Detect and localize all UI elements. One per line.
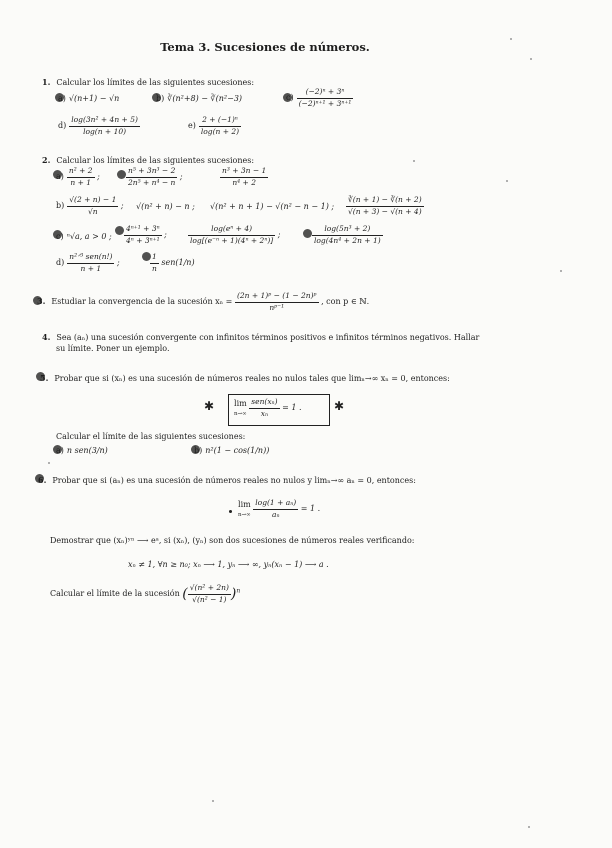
problem-2c-1: c) ⁿ√a, a > 0 ; [56, 232, 112, 241]
problem-2a-1: a) $\frac{\text{n² + 2}}{n + 1}$ ; [56, 166, 100, 187]
page-title: Tema 3. Sucesiones de números. [160, 40, 370, 54]
problem-2b-1: b) $\frac{√(2 + n) - 1}{√n}$ ; [56, 195, 124, 216]
pen-mark [115, 226, 124, 235]
scan-speck [413, 160, 415, 162]
problem-6-demo: Demostrar que (xₙ)ʸⁿ ⟶ eᵃ, si (xₙ), (yₙ) son dos sucesiones de números reales verificando: [50, 536, 415, 545]
problem-5a: a) n sen(3/n) [56, 446, 108, 455]
problem-2d-2: $\frac{1}{n}$ sen(1/n) [152, 252, 195, 273]
star-mark-icon: ✱ [204, 399, 215, 413]
problem-2a-2: $\frac{\text{n⁵ + 3n³ − 2}}{\text{2n⁵ + n⁴ − n}}$ ; [128, 166, 183, 187]
scan-speck [528, 826, 530, 828]
scan-speck [506, 180, 508, 182]
problem-2c-3: $\frac{\text{log(eⁿ + 4)}}{\text{log[(e⁻ⁿ + 1)(4ⁿ + 2ⁿ)]}}$ ; [190, 224, 281, 245]
problem-2c-2: $\frac{\text{4ⁿ⁺¹ + 3ⁿ}}{\text{4ⁿ + 3ⁿ⁺¹}}$ ; [126, 224, 167, 245]
problem-5b: b) n²(1 − cos(1/n)) [194, 446, 270, 455]
pen-dot [229, 510, 232, 513]
star-mark-icon: ✱ [334, 399, 345, 413]
problem-1a: a) √(n+1) − √n [58, 94, 120, 103]
problem-1c: c) $\frac{\text{(−2)ⁿ + 3ⁿ}}{\text{(−2)ⁿ⁺¹ + 3ⁿ⁺¹}}$ [286, 87, 352, 108]
problem-1d: d) $\frac{\text{log(3n² + 4n + 5)}}{\log(n + 10)}$ [58, 115, 138, 136]
problem-5-limit: lim n→∞ $\frac{\text{sen(xₙ)}}{\text{xₙ}}$ = 1 . [234, 397, 302, 418]
problem-4-line-1: 4. Sea (aₙ) una sucesión convergente con infinitos términos positivos e infinitos términos negativos. Hallar [42, 332, 480, 342]
scan-speck [560, 270, 562, 272]
problem-6-limit: lim n→∞ $\frac{\text{log(1 + aₙ)}}{\text{aₙ}}$ = 1 . [238, 498, 321, 519]
scan-speck [212, 800, 214, 802]
scan-speck [530, 58, 532, 60]
scan-speck [510, 38, 512, 40]
problem-6-conditions: xₙ ≠ 1, ∀n ≥ n₀; xₙ ⟶ 1, yₙ ⟶ ∞, yₙ(xₙ − 1) ⟶ a . [128, 560, 329, 569]
problem-2d-1: d) $\frac{\text{n²ᐟ³ sen(n!)}}{n + 1}$ ; [56, 252, 120, 273]
pen-mark [303, 229, 312, 238]
problem-1-statement: 1. Calcular los límites de las siguientes sucesiones: [42, 77, 255, 87]
problem-2a-3: $\frac{\text{n³ + 3n − 1}}{\text{n⁴ + 2}}$ [222, 166, 267, 187]
problem-5-statement: 5. Probar que si (xₙ) es una sucesión de números reales no nulos tales que limₙ→∞ xₙ = 0, entonces: [40, 373, 450, 383]
problem-2b-3: √(n² + n + 1) − √(n² − n − 1) ; [210, 202, 335, 211]
problem-5-calc: Calcular el límite de las siguientes sucesiones: [56, 432, 246, 441]
problem-2b-4: $\frac{∛(n + 1) - ∛(n + 2)}{√(n + 3) - √(n + 4)}$ [348, 195, 422, 216]
pen-mark [117, 170, 126, 179]
scan-speck [48, 462, 50, 464]
problem-2b-2: √(n² + n) − n ; [136, 202, 195, 211]
problem-1e: e) $\frac{\text{2 + (−1)ⁿ}}{\log(n + 2)}$ [188, 115, 240, 136]
problem-2-statement: 2. Calcular los límites de las siguientes sucesiones: [42, 155, 255, 165]
problem-3: 3. Estudiar la convergencia de la sucesión xₙ = $\frac{\text{(2n + 1)ᵖ − (1 − 2n)ᵖ}}{\text{nᵖ⁻¹}}$ , con p ∈ ℕ. [37, 291, 370, 312]
problem-6-last: Calcular el límite de la sucesión ( $\frac{\text{√(n² + 2n)}}{\text{√(n² − 1)}}$ )$^n$ [50, 583, 241, 604]
problem-6-statement: 6. Probar que si (aₙ) es una sucesión de números reales no nulos y limₙ→∞ aₙ = 0, entonces: [38, 475, 416, 485]
problem-2c-4: $\frac{\text{log(5n³ + 2)}}{\text{log(4n⁴ + 2n + 1)}}$ [314, 224, 381, 245]
problem-4-line-2: su límite. Poner un ejemplo. [56, 344, 170, 353]
problem-1b: b) ∛(n²+8) − ∛(n²−3) [156, 94, 243, 103]
